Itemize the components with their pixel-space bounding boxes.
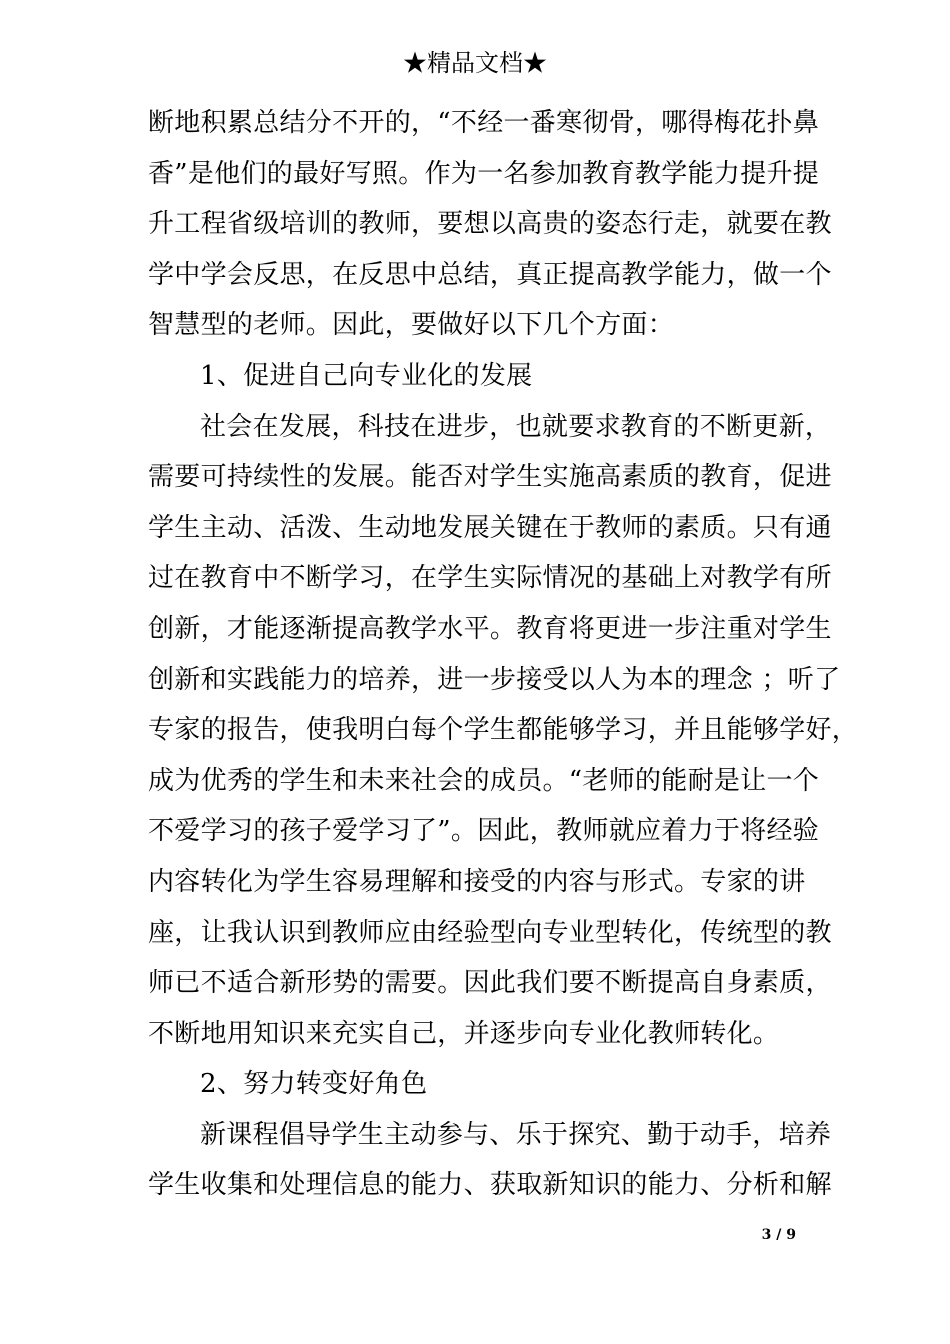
body-text-line: 断地积累总结分不开的，“不经一番寒彻骨，哪得梅花扑鼻 xyxy=(148,108,820,138)
body-text-line: 师已不适合新形势的需要。因此我们要不断提高自身素质， xyxy=(148,968,832,999)
body-text-line: 学生收集和处理信息的能力、获取新知识的能力、分析和解 xyxy=(148,1170,832,1201)
document-body xyxy=(148,98,859,1211)
body-text-line: 香”是他们的最好写照。作为一名参加教育教学能力提升提 xyxy=(148,158,820,189)
body-text-line: 学生主动、活泼、生动地发展关键在于教师的素质。只有通 xyxy=(148,512,832,543)
body-text-line: 创新和实践能力的培养，进一步接受以人为本的理念 ；听了 xyxy=(148,664,841,695)
body-text-line: 座，让我认识到教师应由经验型向专业型转化，传统型的教 xyxy=(148,917,832,948)
body-text-line: 不爱学习的孩子爱学习了”。因此，教师就应着力于将经验 xyxy=(148,816,820,847)
body-text-line: 内容转化为学生容易理解和接受的内容与形式。专家的讲 xyxy=(148,866,806,897)
body-text-line: 成为优秀的学生和未来社会的成员。“老师的能耐是让一个 xyxy=(148,765,820,796)
page-number: 3 / 9 xyxy=(761,1227,796,1243)
body-text-line: 不断地用知识来充实自己，并逐步向专业化教师转化。 xyxy=(148,1018,780,1049)
body-text-line: 创新，才能逐渐提高教学水平。教育将更进一步注重对学生 xyxy=(148,613,832,644)
body-text-line: 需要可持续性的发展。能否对学生实施高素质的教育，促进 xyxy=(148,462,832,493)
body-text-line: 升工程省级培训的教师，要想以高贵的姿态行走，就要在教 xyxy=(148,209,832,240)
page-header-title: ★精品文档★ xyxy=(403,49,547,77)
body-text-line: 新课程倡导学生主动参与、乐于探究、勤于动手，培养 xyxy=(200,1119,832,1150)
body-text-line: 社会在发展，科技在进步，也就要求教育的不断更新， xyxy=(200,411,832,442)
body-text-line: 2、努力转变好角色 xyxy=(200,1069,428,1100)
body-text-line: 专家的报告，使我明白每个学生都能够学习，并且能够学好， xyxy=(148,715,859,746)
body-text-line: 过在教育中不断学习，在学生实际情况的基础上对教学有所 xyxy=(148,563,832,594)
body-text-line: 智慧型的老师。因此，要做好以下几个方面： xyxy=(148,310,675,341)
body-text-line: 学中学会反思，在反思中总结，真正提高教学能力，做一个 xyxy=(148,259,832,290)
body-text-line: 1、促进自己向专业化的发展 xyxy=(200,360,533,391)
